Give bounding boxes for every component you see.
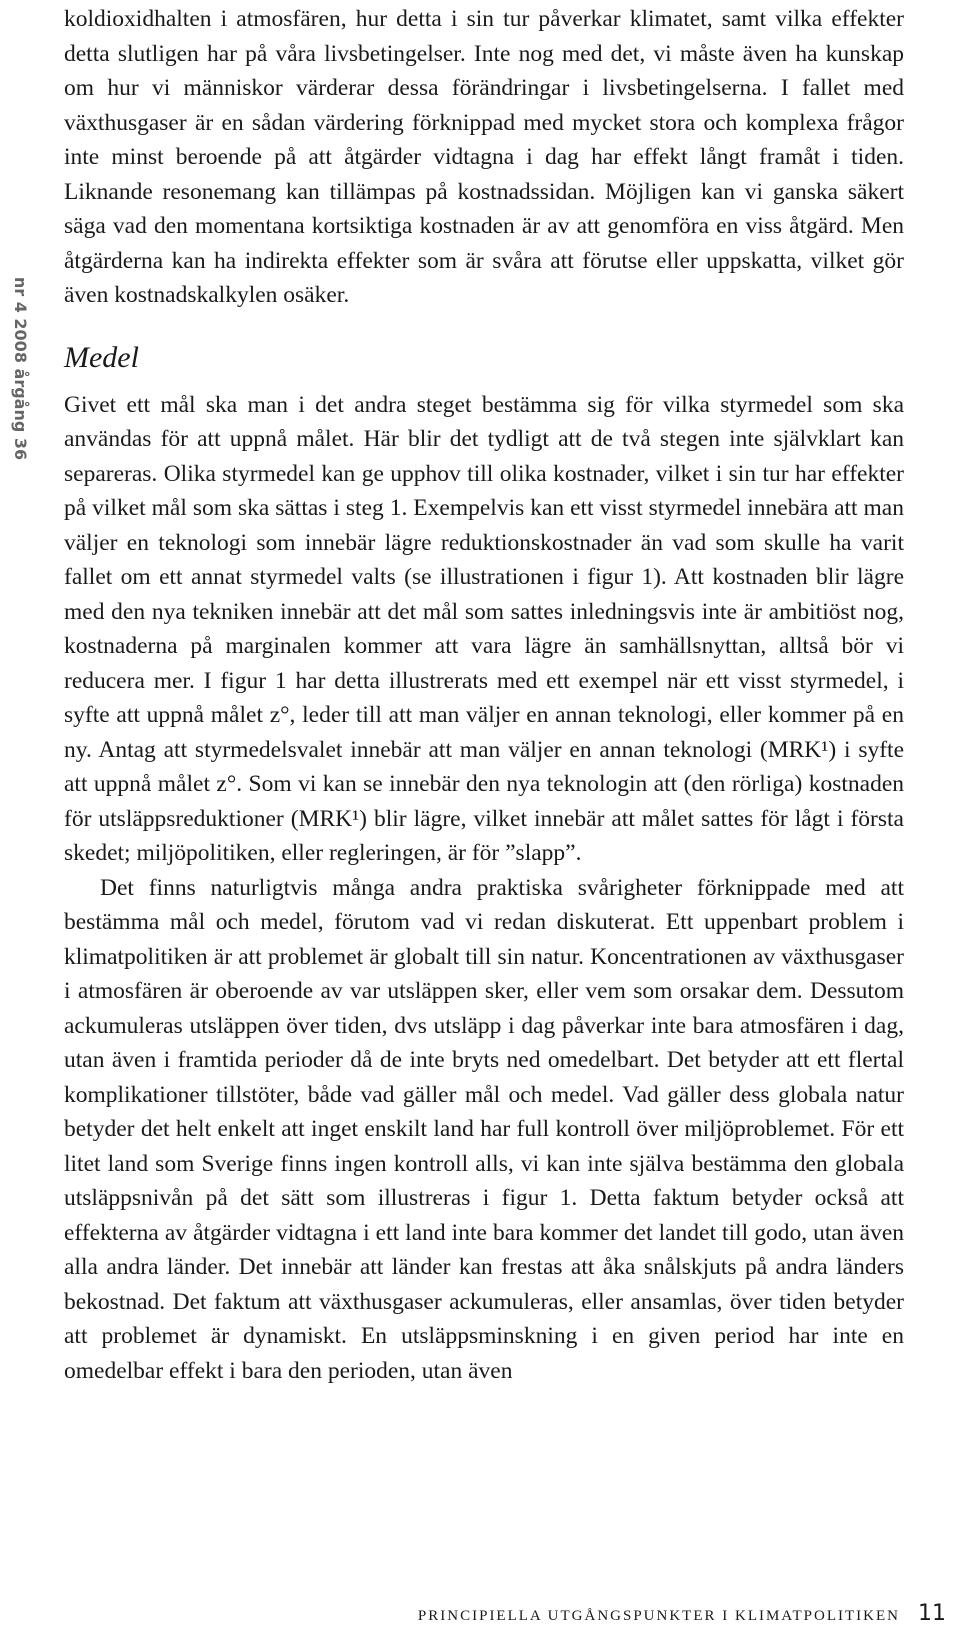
issue-label-text: nr 4 2008 årgång 36: [11, 276, 31, 460]
medel-paragraph: Givet ett mål ska man i det andra steget bestämma sig för vilka styrmedel som ska användas för att uppnå målet. Här blir det tydligt att de två stegen inte självklart kan separeras. Olika styrmedel kan ge upphov till olika kostnader, vilket i sin tur har effekter på vilket mål som ska sättas i steg 1. Exempelvis kan ett visst styrmedel innebära att man väljer en teknologi som innebär lägre reduktionskostnader än vad som skulle ha varit fallet om ett annat styrmedel valts (se illustrationen i figur 1). Att kostnaden blir lägre med den nya tekniken innebär att det mål som sattes inledningsvis inte är ambitiöst nog, kostnaderna på marginalen kommer att vara lägre än samhällsnyttan, alltså bör vi reducera mer. I figur 1 har detta illustrerats med ett exempel när ett visst styrmedel, i syfte att uppnå målet z°, leder till att man väljer en annan teknologi, eller kommer på en ny. Antag att styrmedelsvalet innebär att man väljer en annan teknologi (MRK¹) i syfte att uppnå målet z°. Som vi kan se innebär den nya teknologin att (den rörliga) kostnaden för utsläppsreduktioner (MRK¹) blir lägre, vilket innebär att målet sattes för lågt i första skedet; miljöpolitiken, eller regleringen, är för ”slapp”.: [64, 391, 904, 866]
page-number: 11: [918, 1601, 946, 1626]
side-issue-label: [10, 268, 32, 468]
page-footer: [418, 1601, 946, 1626]
global-problem-paragraph: Det finns naturligtvis många andra praktiska svårigheter förknippade med att bestämma mål och medel, förutom vad vi redan diskuterat. Ett uppenbart problem i klimatpolitiken är att problemet är globalt till sin natur. Koncentrationen av växthusgaser i atmosfären är oberoende av var utsläppen sker, eller vem som orsakar dem. Dessutom ackumuleras utsläppen över tiden, dvs utsläpp i dag påverkar inte bara atmosfären i dag, utan även i framtida perioder då de inte bryts ned omedelbart. Det betyder att ett flertal komplikationer tillstöter, både vad gäller mål och medel. Vad gäller dess globala natur betyder det helt enkelt att inget enskilt land har full kontroll över miljöproblemet. För ett litet land som Sverige finns ingen kontroll alls, vi kan inte själva bestämma den globala utsläppsnivån på det sätt som illustreras i figur 1. Detta faktum betyder också att effekterna av åtgärder vidtagna i ett land inte bara kommer det landet till godo, utan även alla andra länder. Det innebär att länder kan frestas att åka snålskjuts på andra länders bekostnad. Det faktum att växthusgaser ackumuleras, eller ansamlas, över tiden betyder att problemet är dynamiskt. En utsläppsminskning i en given period har inte en omedelbar effekt i bara den perioden, utan även: [64, 874, 904, 1384]
section-heading-medel: Medel: [64, 340, 139, 374]
running-title: PRINCIPIELLA UTGÅNGSPUNKTER I KLIMATPOLITIKEN: [417, 1608, 900, 1624]
page-body: [64, 0, 904, 1388]
intro-paragraph: koldioxidhalten i atmosfären, hur detta i sin tur påverkar klimatet, samt vilka effekter detta slutligen har på våra livsbetingelser. Inte nog med det, vi måste även ha kunskap om hur vi människor värderar dessa förändringar i livsbetingelserna. I fallet med växthusgaser är en sådan värdering förknippad med mycket stora och komplexa frågor inte minst beroende på att åtgärder vidtagna i dag har effekt långt framåt i tiden. Liknande resonemang kan tillämpas på kostnadssidan. Möjligen kan vi ganska säkert säga vad den momentana kortsiktiga kostnaden är av att genomföra en viss åtgärd. Men åtgärderna kan ha indirekta effekter som är svåra att förutse eller uppskatta, vilket gör även kostnadskalkylen osäker.: [64, 6, 904, 308]
